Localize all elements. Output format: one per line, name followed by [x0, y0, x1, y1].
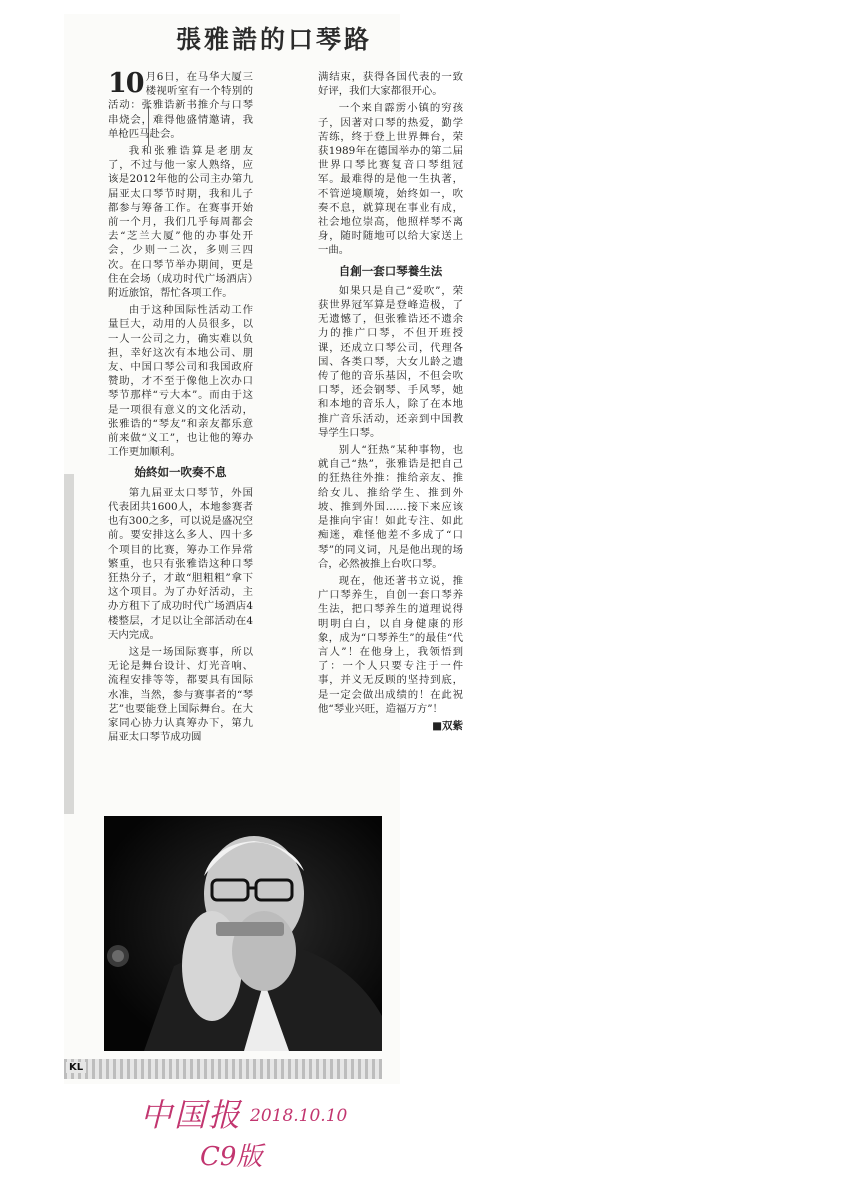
page-footer-strip	[64, 1059, 382, 1079]
headline: 張雅誥的口琴路	[175, 25, 372, 54]
paragraph: 由于这种国际性活动工作量巨大，动用的人员很多，以一人一公司之力，确实难以负担，幸好这次有本地公司、朋友、中国口琴公司和我国政府赞助，才不至于像他上次办口琴节那样“亏大本”。而由于这是一项很有意义的文化活动，张雅诰的“琴友”和亲友都乐意前来做“义工”，也让他的筹办工作更加顺利。	[108, 304, 253, 459]
article-column-right	[318, 70, 463, 733]
drop-cap: 10	[108, 68, 144, 99]
article-column-left	[108, 70, 253, 747]
paragraph: 满结束，获得各国代表的一致好评，我们大家都很开心。	[318, 71, 463, 98]
subheading: 始終如一吹奏不息	[134, 465, 227, 480]
harmonica-player-photo	[104, 816, 382, 1051]
byline: ■双紫	[432, 719, 463, 732]
paragraph: 一个来自霹雳小镇的穷孩子，因著对口琴的热爱，勤学苦练，终于登上世界舞台，荣获1989年在德国举办的第二届世界口琴比赛复音口琴组冠军。最难得的是他一生执著，不管逆境顺境，始终如一，吹奏不息，就算现在事业有成，社会地位崇高，他照样琴不离身，随时随地可以给大家送上一曲。	[318, 102, 463, 257]
handwritten-date: 2018.10.10	[250, 1106, 348, 1126]
scan-shadow	[64, 474, 74, 814]
paragraph: 现在，他还著书立说，推广口琴养生，自创一套口琴养生法，把口琴养生的道理说得明明白白，以自身健康的形象，成为“口琴养生”的最佳“代言人”！在他身上，我领悟到了：一个人只要专注于一件事，并义无反顾的坚持到底，是一定会做出成绩的！在此祝他“琴业兴旺，造福万方”！	[318, 574, 463, 715]
section-tag: KL	[66, 1062, 86, 1073]
photo-illustration	[104, 816, 382, 1051]
handwritten-note	[140, 1088, 400, 1183]
paragraph: 这是一场国际赛事，所以无论是舞台设计、灯光音响、流程安排等等，都要具有国际水准，当然，参与赛事者的“琴艺”也要能登上国际舞台。在大家同心协力认真筹办下，第九届亚太口琴节成功圆	[108, 645, 253, 744]
paragraph: 10 月6日，在马华大厦三楼视听室有一个特别的活动：张雅诰新书推介与口琴串烧会，难得他盛情邀请，我单枪匹马赴会。	[108, 68, 253, 140]
paragraph: 我和张雅诰算是老朋友了，不过与他一家人熟络，应该是2012年他的公司主办第九届亚太口琴节时期，我和儿子都参与筹备工作。在赛事开始前一个月，我们几乎每周都会去“芝兰大厦”他的办事处开会，少则一二次，多则三四次。在口琴节举办期间，更是住在会场（成功时代广场酒店）附近旅馆，帮忙各项工作。	[108, 145, 253, 300]
handwritten-edition: C9版	[200, 1142, 263, 1172]
paragraph: 如果只是自己“爱吹”，荣获世界冠军算是登峰造极，了无遗憾了，但张雅诰还不遗余力的推广口琴，不但开班授课，还成立口琴公司，代理各国、各类口琴，大女儿龄之遗传了他的音乐基因，不但会吹口琴，还会钢琴、手风琴，她和本地的音乐人，除了在本地推广音乐活动，还亲到中国教导学生口琴。	[318, 284, 463, 439]
paragraph: 第九届亚太口琴节，外国代表团共1600人，本地参赛者也有300之多，可以说是盛况空前。要安排这么多人、四十多个项目的比赛，筹办工作异常繁重，也只有张雅诰这种口琴狂热分子，才敢“胆粗粗”拿下这个项目。为了办好活动，主办方租下了成功时代广场酒店4楼整层，才足以让全部活动在4天内完成。	[108, 486, 253, 641]
paragraph: 别人“狂热”某种事物，也就自己“热”，张雅诰是把自己的狂热往外推：推给亲友、推给女儿、推给学生、推到外坡、推到外国……接下来应该是推向宇宙！如此专注、如此痴迷，难怪他差不多成了“口琴”的同义词，凡是他出现的场合，必然被推上台吹口琴。	[318, 444, 463, 570]
handwritten-paper-name: 中国报	[140, 1096, 243, 1134]
subheading: 自創一套口琴養生法	[338, 263, 443, 278]
